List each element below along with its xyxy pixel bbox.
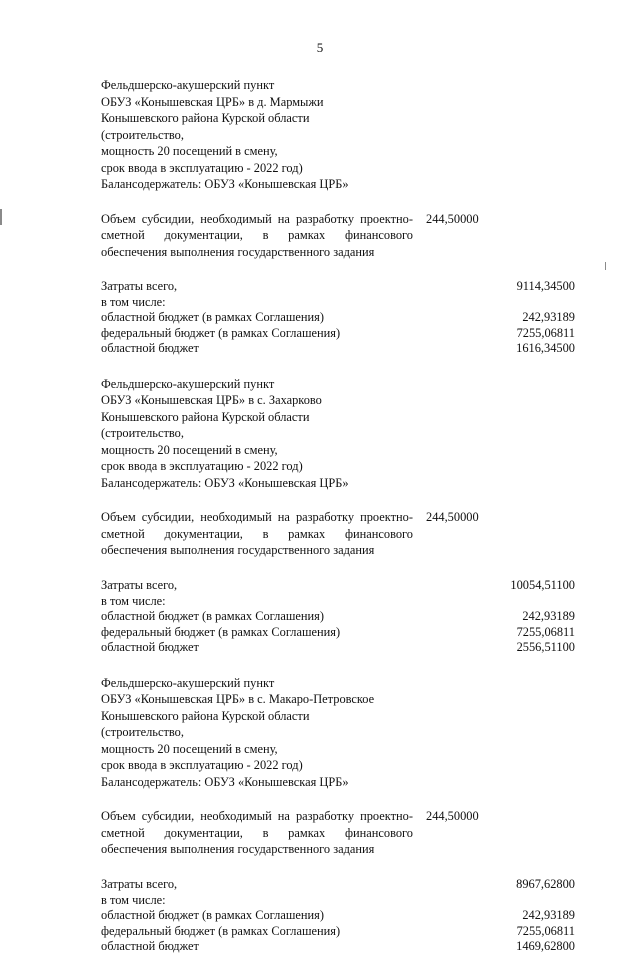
- cost-label: областной бюджет: [101, 939, 199, 954]
- cost-row: [101, 640, 575, 656]
- facility-line: Фельдшерско-акушерский пункт: [101, 78, 275, 92]
- facility-line: Балансодержатель: ОБУЗ «Конышевская ЦРБ»: [101, 177, 349, 191]
- facility-block: [101, 675, 575, 955]
- subsidy-row: [101, 509, 575, 559]
- cost-label: областной бюджет: [101, 640, 199, 655]
- cost-label: в том числе:: [101, 593, 166, 608]
- cost-breakdown: [101, 279, 575, 357]
- cost-amount: 7255,06811: [516, 325, 575, 340]
- facility-line: мощность 20 посещений в смену,: [101, 741, 278, 756]
- cost-label: Затраты всего,: [101, 577, 178, 592]
- cost-amount: [495, 295, 575, 311]
- subsidy-line: Объем субсидии, необходимый на разработку проектно-: [101, 510, 413, 525]
- cost-amount: 7255,06811: [516, 923, 575, 938]
- subsidy-value: 244,50000: [426, 211, 479, 226]
- subsidy-line: сметной документации, в рамках финансового: [101, 526, 413, 541]
- cost-label: областной бюджет (в рамках Соглашения): [101, 310, 324, 325]
- subsidy-line: Объем субсидии, необходимый на разработку проектно-: [101, 211, 413, 226]
- cost-amount: 7255,06811: [516, 624, 575, 639]
- cost-amount: 10054,51100: [510, 577, 575, 592]
- facility-line: (строительство,: [101, 725, 184, 740]
- cost-row: [101, 908, 575, 924]
- cost-row: [101, 609, 575, 625]
- facility-line: Конышевского района Курской области: [101, 111, 310, 125]
- cost-amount: 242,93189: [522, 908, 575, 923]
- cost-amount: 242,93189: [522, 310, 575, 325]
- facility-line: Конышевского района Курской области: [101, 708, 310, 723]
- facility-line: Балансодержатель: ОБУЗ «Конышевская ЦРБ»: [101, 475, 349, 490]
- facility-line: мощность 20 посещений в смену,: [101, 144, 278, 158]
- cost-amount: [495, 594, 575, 610]
- cost-label: в том числе:: [101, 294, 166, 309]
- cost-row: [101, 924, 575, 940]
- cost-label: федеральный бюджет (в рамках Соглашения): [101, 923, 341, 938]
- cost-label: областной бюджет: [101, 341, 199, 356]
- subsidy-row: [101, 808, 575, 858]
- cost-row: [101, 877, 575, 893]
- document-body: [101, 77, 575, 974]
- facility-line: Балансодержатель: ОБУЗ «Конышевская ЦРБ»: [101, 774, 349, 789]
- scan-edge-mark-right: [605, 262, 606, 270]
- page-number: 5: [316, 40, 324, 55]
- cost-row: [101, 578, 575, 594]
- subsidy-value: 244,50000: [426, 510, 479, 525]
- subsidy-value: 244,50000: [426, 809, 479, 824]
- facility-line: срок ввода в эксплуатацию - 2022 год): [101, 459, 303, 474]
- cost-amount: 1616,34500: [516, 341, 575, 356]
- facility-block: [101, 376, 575, 656]
- cost-amount: 8967,62800: [516, 876, 575, 891]
- facility-line: мощность 20 посещений в смену,: [101, 442, 278, 457]
- cost-row: [101, 594, 575, 610]
- subsidy-description: [101, 808, 413, 858]
- facility-description: [101, 675, 575, 791]
- cost-label: Затраты всего,: [101, 279, 178, 293]
- cost-amount: 2556,51100: [516, 640, 575, 655]
- subsidy-row: [101, 211, 575, 261]
- cost-row: [101, 279, 575, 295]
- cost-row: [101, 625, 575, 641]
- facility-line: ОБУЗ «Конышевская ЦРБ» в д. Мармыжи: [101, 94, 324, 109]
- subsidy-line: Объем субсидии, необходимый на разработку проектно-: [101, 809, 413, 824]
- facility-line: (строительство,: [101, 426, 184, 441]
- facility-line: срок ввода в эксплуатацию - 2022 год): [101, 160, 303, 175]
- cost-row: [101, 893, 575, 909]
- cost-label: федеральный бюджет (в рамках Соглашения): [101, 325, 341, 340]
- cost-amount: [495, 893, 575, 909]
- subsidy-line: сметной документации, в рамках финансового: [101, 825, 413, 840]
- cost-label: областной бюджет (в рамках Соглашения): [101, 609, 324, 624]
- cost-label: Затраты всего,: [101, 876, 178, 891]
- facility-block: [101, 77, 575, 357]
- facility-description: [101, 376, 575, 492]
- facility-line: Конышевского района Курской области: [101, 409, 310, 424]
- scan-edge-mark-left: [0, 209, 2, 225]
- subsidy-description: [101, 211, 413, 261]
- facility-description: [101, 77, 575, 193]
- subsidy-description: [101, 509, 413, 559]
- facility-line: (строительство,: [101, 127, 184, 142]
- cost-amount: 1469,62800: [516, 939, 575, 954]
- subsidy-line: обеспечения выполнения государственного задания: [101, 842, 375, 857]
- facility-line: ОБУЗ «Конышевская ЦРБ» в с. Захарково: [101, 393, 322, 408]
- facility-line: срок ввода в эксплуатацию - 2022 год): [101, 758, 303, 773]
- cost-row: [101, 310, 575, 326]
- cost-label: в том числе:: [101, 892, 166, 907]
- subsidy-line: сметной документации, в рамках финансового: [101, 228, 413, 242]
- cost-breakdown: [101, 578, 575, 656]
- cost-amount: 242,93189: [522, 609, 575, 624]
- facility-line: Фельдшерско-акушерский пункт: [101, 675, 275, 690]
- cost-label: федеральный бюджет (в рамках Соглашения): [101, 624, 341, 639]
- facility-line: ОБУЗ «Конышевская ЦРБ» в с. Макаро-Петровское: [101, 692, 375, 707]
- cost-row: [101, 341, 575, 357]
- cost-breakdown: [101, 877, 575, 955]
- subsidy-line: обеспечения выполнения государственного задания: [101, 244, 375, 259]
- cost-label: областной бюджет (в рамках Соглашения): [101, 908, 324, 923]
- cost-row: [101, 939, 575, 955]
- cost-row: [101, 295, 575, 311]
- cost-row: [101, 326, 575, 342]
- facility-line: Фельдшерско-акушерский пункт: [101, 376, 275, 391]
- cost-amount: 9114,34500: [516, 279, 575, 293]
- subsidy-line: обеспечения выполнения государственного задания: [101, 543, 375, 558]
